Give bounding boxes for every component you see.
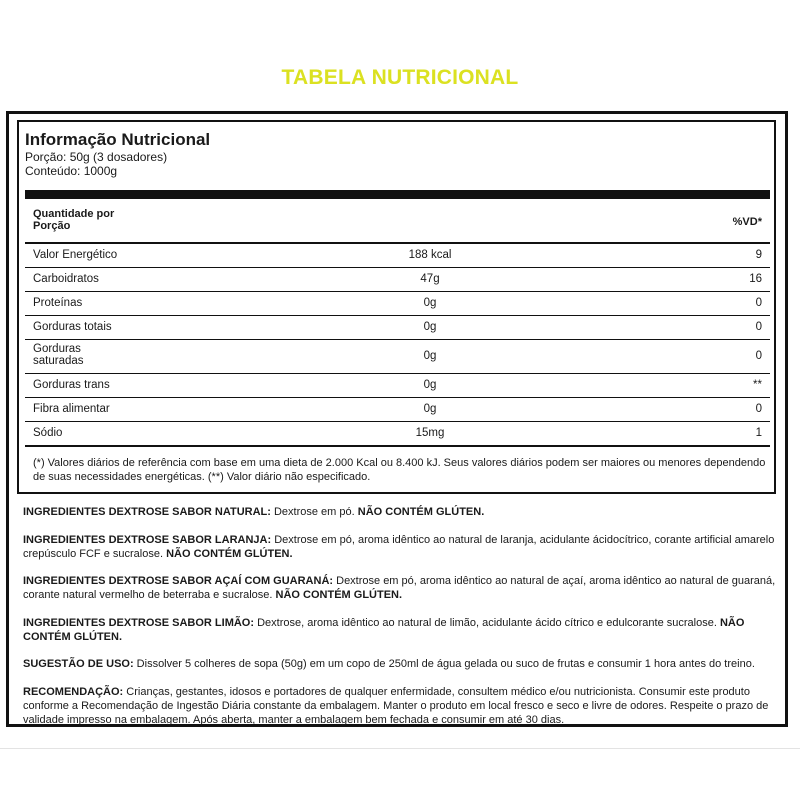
nutrient-name: Fibra alimentar: [33, 403, 110, 415]
gluten-warning: NÃO CONTÉM GLÚTEN.: [23, 617, 745, 643]
nutrient-vd: 0: [755, 350, 762, 362]
nutrient-vd: 16: [749, 273, 762, 285]
ingredients-text: Dextrose em pó.: [270, 506, 358, 518]
table-row: [25, 374, 770, 398]
usage-text: Dissolver 5 colheres de sopa (50g) em um copo de 250ml de água gelada ou suco de frutas e consumir 1 hora antes do treino.: [133, 658, 755, 670]
nutrient-vd: 0: [755, 297, 762, 309]
usage-suggestion: [23, 657, 783, 671]
ingredients-label: INGREDIENTES DEXTROSE SABOR LIMÃO:: [23, 617, 255, 629]
nutrient-amount: 0g: [423, 350, 437, 362]
table-row: [25, 340, 770, 374]
label-panel: [6, 111, 788, 727]
nutrient-amount: 188 kcal: [408, 249, 452, 261]
nutrition-heading: Informação Nutricional: [25, 130, 211, 149]
page-title: TABELA NUTRICIONAL: [281, 66, 519, 89]
table-row: [25, 268, 770, 292]
package-content: Conteúdo: 1000g: [25, 164, 118, 178]
column-header-quantity: Quantidade por Porção: [33, 208, 115, 232]
table-header: [25, 204, 770, 244]
nutrition-footnote: (*) Valores diários de referência com base em uma dieta de 2.000 Kcal ou 8.400 kJ. Seus valores diários podem ser maiores ou menores dependendo de suas necessidades energéticas. (**) Valor diário não especificado.: [33, 457, 766, 483]
nutrient-vd: 1: [755, 427, 762, 439]
ingredients-text: Dextrose, aroma idêntico ao natural de limão, acidulante ácido cítrico e edulcorante sucralose.: [254, 617, 720, 629]
nutrient-name: Gorduras trans: [33, 379, 110, 391]
nutrient-name: Carboidratos: [33, 273, 99, 285]
nutrition-facts-box: [17, 120, 776, 494]
nutrient-name: Sódio: [33, 427, 63, 439]
nutrient-vd: 0: [755, 321, 762, 333]
nutrient-amount: 15mg: [415, 427, 445, 439]
nutrient-vd: 9: [755, 249, 762, 261]
ingredients-natural: [23, 505, 783, 519]
usage-label: SUGESTÃO DE USO:: [23, 658, 134, 670]
table-row: [25, 398, 770, 422]
column-header-vd: %VD*: [732, 216, 762, 228]
gluten-warning: NÃO CONTÉM GLÚTEN.: [166, 548, 293, 560]
thick-divider: [25, 190, 770, 199]
ingredients-label: INGREDIENTES DEXTROSE SABOR AÇAÍ COM GUARANÁ:: [23, 575, 334, 587]
nutrient-amount: 0g: [423, 321, 437, 333]
ingredients-text: Dextrose em pó, aroma idêntico ao natural de açaí, aroma idêntico ao natural de guaraná, corante natural vermelho de beterraba e sucralose.: [23, 575, 776, 601]
nutrient-name: Gorduras saturadas: [33, 343, 84, 367]
gluten-warning: NÃO CONTÉM GLÚTEN.: [275, 589, 403, 601]
nutrient-amount: 0g: [423, 403, 437, 415]
ingredients-label: INGREDIENTES DEXTROSE SABOR LARANJA:: [23, 534, 272, 546]
recommendation-label: RECOMENDAÇÃO:: [23, 686, 124, 698]
nutrient-amount: 0g: [423, 297, 437, 309]
recommendation-text: Crianças, gestantes, idosos e portadores de qualquer enfermidade, consultem médico e/ou nutricionista. Consumir este produto conforme a Recomendação de Ingestão Diária constante da embalagem. Manter o produto em local fresco e seco e livre de odores. Respeite o prazo de validade impresso na embalagem. Após aberta, manter a embalagem bem fechada e consumir em até 30 dias.: [23, 686, 769, 726]
page-divider: [0, 748, 800, 749]
nutrient-vd: **: [753, 379, 762, 391]
nutrient-vd: 0: [755, 403, 762, 415]
nutrient-amount: 0g: [423, 379, 437, 391]
ingredients-text: Dextrose em pó, aroma idêntico ao natural de laranja, acidulante ácidocítrico, corante artificial amarelo crepúsculo FCF e sucralose.: [23, 534, 775, 560]
ingredients-acai: [23, 574, 783, 602]
nutrition-table: [25, 204, 770, 447]
table-row: [25, 422, 770, 447]
table-row: [25, 292, 770, 316]
nutrient-name: Valor Energético: [33, 249, 118, 261]
nutrient-amount: 47g: [420, 273, 440, 285]
ingredients-laranja: [23, 533, 783, 561]
nutrition-header: [25, 130, 770, 178]
nutrient-name: Proteínas: [33, 297, 83, 309]
nutrient-name: Gorduras totais: [33, 321, 112, 333]
recommendation: [23, 685, 783, 727]
table-row: [25, 316, 770, 340]
gluten-warning: NÃO CONTÉM GLÚTEN.: [357, 506, 485, 518]
table-row: [25, 244, 770, 268]
ingredients-limao: [23, 616, 783, 644]
ingredients-label: INGREDIENTES DEXTROSE SABOR NATURAL:: [23, 506, 271, 518]
serving-size: Porção: 50g (3 dosadores): [25, 150, 168, 164]
